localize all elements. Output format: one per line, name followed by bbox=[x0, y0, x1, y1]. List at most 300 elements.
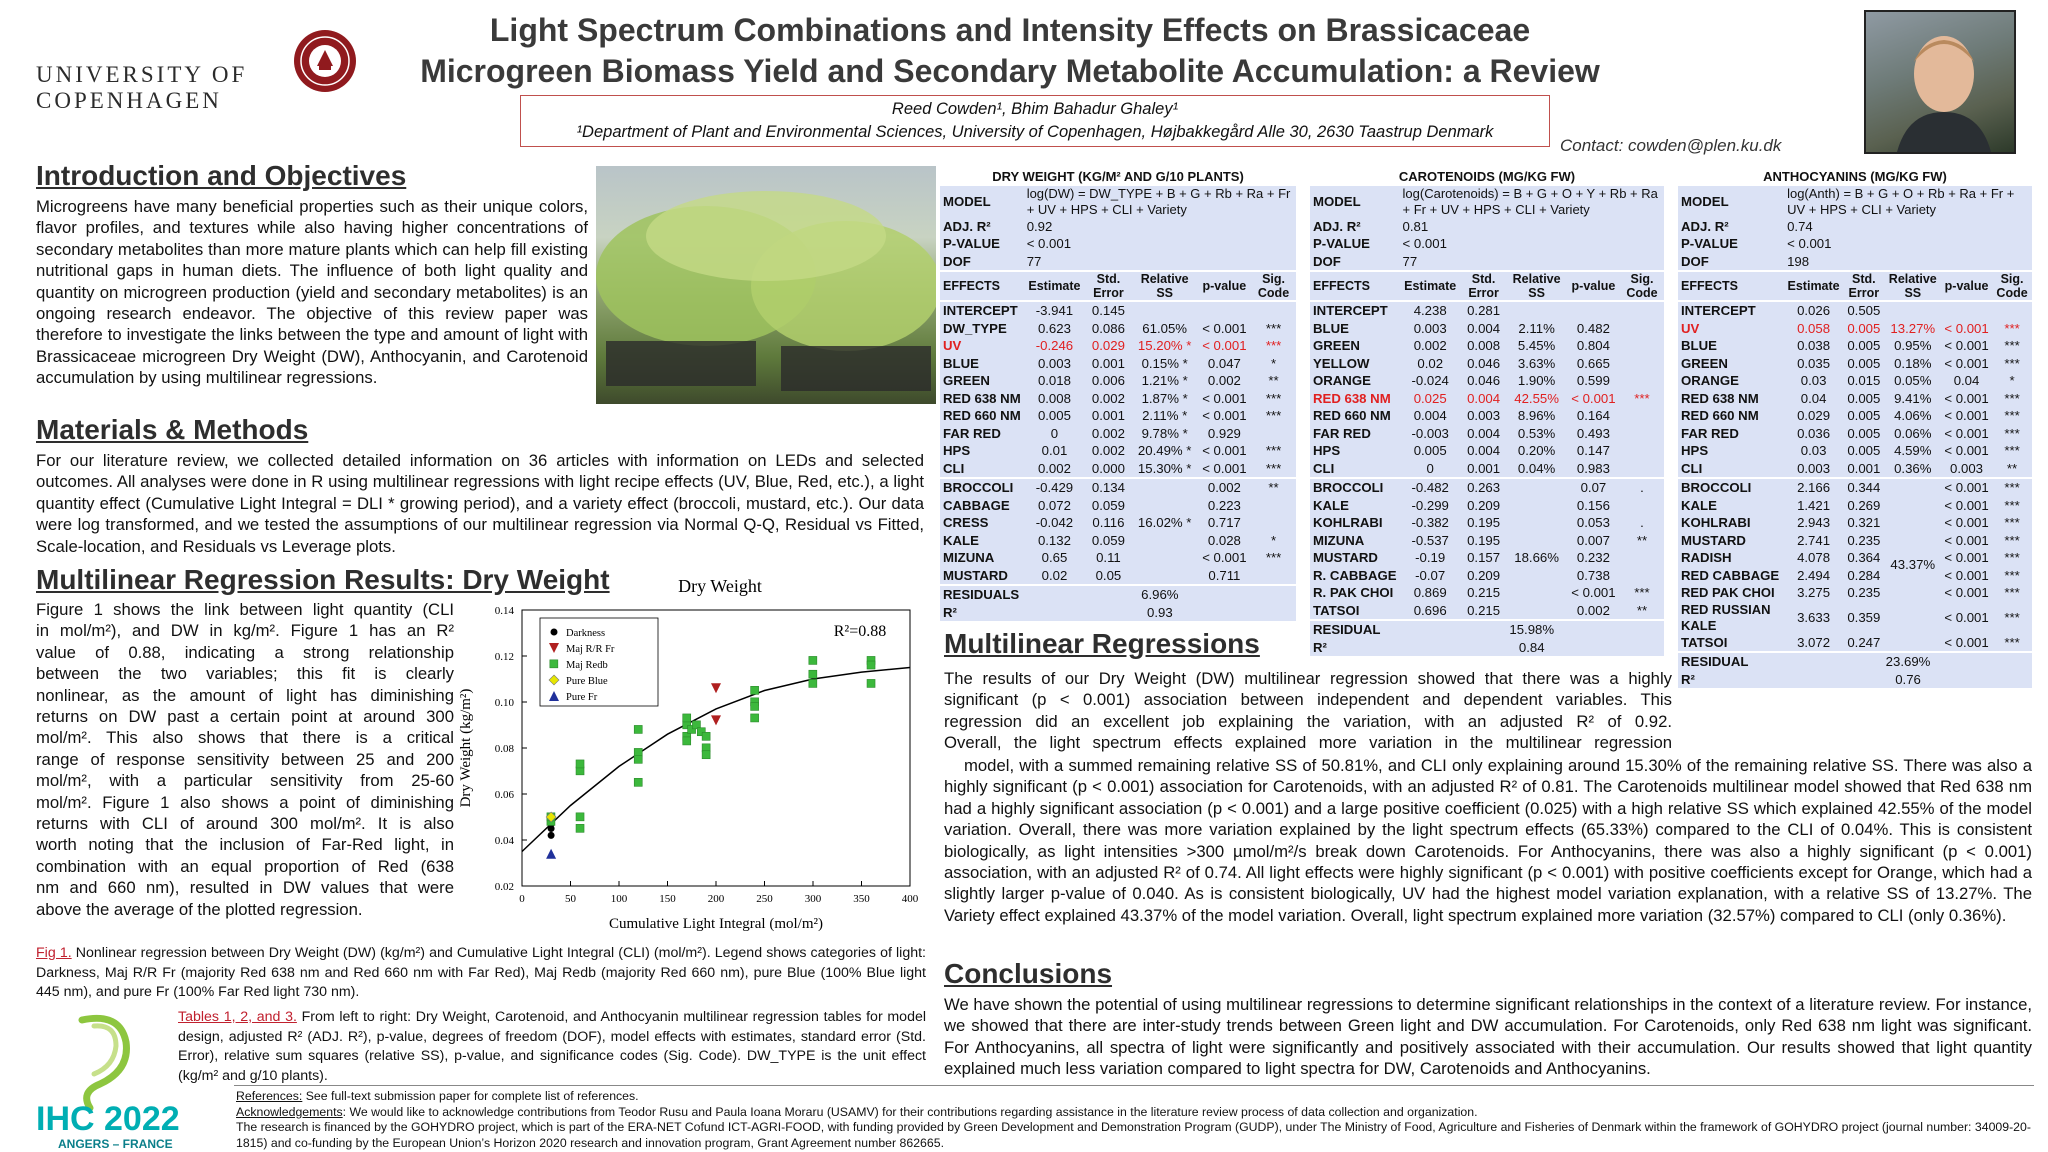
cell: 0.195 bbox=[1467, 515, 1501, 530]
cell: 0.002 bbox=[1091, 390, 1125, 406]
data-point bbox=[809, 670, 817, 678]
stat-label: ADJ. R² bbox=[1313, 218, 1361, 234]
stat-value: < 0.001 bbox=[1402, 236, 1447, 251]
cell: 0.002 bbox=[1413, 338, 1447, 353]
table-row bbox=[1310, 567, 1664, 585]
cell: 4.59% bbox=[1894, 443, 1932, 458]
col-header: EFFECTS bbox=[1678, 271, 1784, 301]
cell: 0.145 bbox=[1085, 301, 1131, 320]
residuals-label: RESIDUAL bbox=[1310, 620, 1400, 639]
cell: < 0.001 bbox=[1202, 338, 1247, 353]
x-tick-label: 150 bbox=[659, 893, 676, 905]
col-header: p-value bbox=[1941, 271, 1992, 301]
cell: 0.018 bbox=[1037, 373, 1071, 388]
cell: < 0.001 bbox=[1202, 390, 1247, 406]
cell: 0.005 bbox=[1847, 443, 1881, 458]
cell: 20.49% * bbox=[1137, 443, 1192, 458]
cell: *** bbox=[2004, 443, 2020, 458]
cell: 0.223 bbox=[1207, 497, 1241, 513]
cell: 0.005 bbox=[1847, 320, 1881, 336]
effect-name: GREEN bbox=[943, 373, 990, 388]
cell: *** bbox=[2004, 550, 2020, 565]
cell: 0.53% bbox=[1517, 425, 1556, 441]
table-body bbox=[940, 301, 1296, 585]
contact-email[interactable]: Contact: cowden@plen.ku.dk bbox=[1560, 136, 1782, 155]
col-header: Estimate bbox=[1024, 271, 1086, 301]
table-row bbox=[940, 301, 1296, 320]
ihc-logo bbox=[30, 1012, 190, 1152]
col-header: Std. Error bbox=[1843, 271, 1885, 301]
data-point bbox=[683, 714, 691, 722]
multilinear-text: model, with a summed remaining relative SS of 50.81%, and CLI only explaining around 15.30% of the remaining relative SS. There was also a highly significant (p < 0.001) association for Carotenoids, with an adjusted R² of 0.81. The Carotenoids multilinear model showed that Red 638 nm had a highly significant association (p < 0.001) and a large positive coefficient (0.025) with a high relative SS which explained 42.55% of the model variation. Overall, there was more variation explained by the light spectrum effects (65.33%) compared to the CLI of 0.04%. This is consistent biologically, as light intensities >300 µmol/m²/s break down Carotenoids. For Anthocyanins, there was also a highly significant (p < 0.001) association, with an adjusted R² of 0.74. All light effects were highly significant (p < 0.001) with positive coefficients except for Orange, which had a slightly larger p-value of 0.040. As is consistent biologically, UV had the highest model variation explanation, with a relative SS of 13.27%. The Variety effect explained 43.37% of the model variation. Overall, light spectrum explained more variation (32.57%) compared to CLI (only 0.36%). bbox=[944, 756, 2032, 925]
cell: 0.003 bbox=[1950, 460, 1984, 476]
cell: 0.047 bbox=[1207, 355, 1241, 371]
cell: 3.072 bbox=[1797, 634, 1831, 650]
table-row bbox=[1678, 460, 2032, 479]
cell: 0.717 bbox=[1207, 515, 1241, 530]
effect-name: KALE bbox=[943, 532, 979, 548]
cell: *** bbox=[2004, 634, 2020, 650]
cell: 15.20% * bbox=[1137, 338, 1192, 353]
cell: -0.537 bbox=[1411, 532, 1449, 548]
cell: < 0.001 bbox=[1202, 320, 1247, 336]
cell: 0.000 bbox=[1091, 460, 1125, 476]
results-line: returns on DW past a certain point at around 300 bbox=[36, 707, 454, 727]
x-axis-label: Cumulative Light Integral (mol/m²) bbox=[608, 916, 824, 932]
cell: 5.45% bbox=[1517, 338, 1556, 353]
cell: 3.275 bbox=[1797, 585, 1831, 600]
cell: 0.505 bbox=[1843, 301, 1885, 320]
cell: 0.003 bbox=[1037, 355, 1071, 371]
table-header-row bbox=[940, 271, 1296, 301]
cell: 0.232 bbox=[1576, 550, 1610, 565]
effect-name: KALE bbox=[1681, 497, 1717, 513]
col-header: Std. Error bbox=[1085, 271, 1131, 301]
cell bbox=[1941, 301, 1992, 320]
cell: *** bbox=[2004, 515, 2020, 530]
cell: 0.001 bbox=[1091, 408, 1125, 423]
effect-name: RED RUSSIAN KALE bbox=[1681, 601, 1771, 633]
r-squared-annotation: R²=0.88 bbox=[833, 623, 887, 640]
cell: -0.003 bbox=[1411, 425, 1449, 441]
microgreens-photo bbox=[596, 166, 936, 404]
cell: 0.002 bbox=[1576, 602, 1610, 618]
y-axis-label: Dry Weight (kg/m²) bbox=[458, 688, 474, 808]
cell: 0.215 bbox=[1467, 585, 1501, 600]
cell: 0.284 bbox=[1847, 567, 1881, 583]
effect-name: MUSTARD bbox=[943, 567, 1008, 583]
cell: 0.025 bbox=[1413, 390, 1447, 406]
x-tick-label: 250 bbox=[756, 893, 773, 905]
figure-caption-label: Fig 1. bbox=[36, 945, 72, 961]
data-point bbox=[751, 686, 759, 694]
cell: 0.029 bbox=[1091, 338, 1125, 353]
effect-name: UV bbox=[943, 338, 962, 353]
cell: *** bbox=[1265, 408, 1282, 423]
cell: -0.19 bbox=[1415, 550, 1446, 565]
cell: *** bbox=[2004, 567, 2020, 583]
cell: 0.026 bbox=[1784, 301, 1843, 320]
table-row bbox=[1310, 390, 1664, 408]
cell: 0.004 bbox=[1467, 443, 1501, 458]
dry-weight-table bbox=[940, 168, 1296, 621]
cell bbox=[1620, 301, 1664, 320]
effect-name: YELLOW bbox=[1313, 355, 1370, 371]
col-header: Estimate bbox=[1400, 271, 1461, 301]
table-row bbox=[1310, 532, 1664, 550]
authors-box bbox=[520, 95, 1550, 147]
cell bbox=[1132, 567, 1198, 586]
cell: *** bbox=[1265, 320, 1282, 336]
model-formula: log(DW) = DW_TYPE + B + G + Rb + Ra + Fr + UV + HPS + CLI + Variety bbox=[1026, 185, 1291, 217]
cell: 0.003 bbox=[1413, 320, 1447, 336]
effect-name: GREEN bbox=[1681, 355, 1728, 371]
cell: < 0.001 bbox=[1944, 532, 1989, 548]
cell: *** bbox=[2004, 320, 2020, 336]
cell: 2.11% * bbox=[1142, 408, 1188, 423]
acknowledgements-text: : We would like to acknowledge contributions from Teodor Rusu and Paula Ioana Moraru (USAMV) for their contributions regarding assistance in the literature review process of data collection and organization. bbox=[342, 1104, 1478, 1119]
table-row bbox=[940, 425, 1296, 443]
table-row bbox=[1678, 602, 2032, 634]
table-row bbox=[1678, 497, 2032, 515]
cell bbox=[1620, 337, 1664, 355]
stat-value: 77 bbox=[1026, 253, 1042, 269]
r2-value: 0.93 bbox=[1147, 604, 1173, 620]
table-row bbox=[1678, 425, 2032, 443]
effect-name: CLI bbox=[1681, 460, 1703, 476]
data-point bbox=[751, 714, 759, 722]
author-photo bbox=[1864, 10, 2016, 154]
results-line: mol/m². Figure 1 also shows a point of diminishing bbox=[36, 792, 454, 812]
table-row bbox=[1310, 320, 1664, 338]
cell: 0.008 bbox=[1037, 390, 1071, 406]
effect-name: RED CABBAGE bbox=[1681, 567, 1780, 583]
cell: < 0.001 bbox=[1944, 515, 1989, 530]
methods-text: For our literature review, we collected detailed information on 36 articles with information on LEDs and selected outcomes. All analyses were done in R using multilinear regressions with light recipe effects (UV, Blue, Red, etc.), a light quantity effect (Cumulative Light Integral = DLI * growing period), and a variety effect (broccoli, mustard, etc.). Our data were log transformed, and we tested the assumptions of our multilinear regression via Normal Q-Q, Residual vs Fitted, Scale-location, and Residuals vs Leverage plots. bbox=[36, 451, 924, 556]
cell: 18.66% bbox=[1514, 550, 1559, 565]
cell: *** bbox=[1265, 443, 1282, 458]
cell: 0.005 bbox=[1847, 355, 1881, 371]
effect-name: RED PAK CHOI bbox=[1681, 584, 1775, 600]
effect-name: MUSTARD bbox=[1681, 532, 1746, 548]
cell: 0.005 bbox=[1847, 408, 1881, 423]
table-row bbox=[1310, 478, 1664, 497]
table-row bbox=[940, 497, 1296, 515]
table-row bbox=[1678, 390, 2032, 408]
cell: 0.263 bbox=[1461, 478, 1507, 497]
multilinear-line: Overall, the light spectrum effects explained more variation in the multilinear regression bbox=[944, 733, 1672, 753]
results-line: nm and 660 nm), resulted in DW values that were bbox=[36, 878, 454, 898]
table-row bbox=[1678, 301, 2032, 320]
r2-value: 0.76 bbox=[1895, 671, 1921, 687]
cell: 0.195 bbox=[1467, 532, 1501, 548]
results-line: above the average of the plotted regression. bbox=[36, 899, 363, 919]
table-row bbox=[940, 514, 1296, 532]
table-row bbox=[940, 532, 1296, 550]
effect-name: KOHLRABI bbox=[1681, 515, 1751, 530]
cell: 0.65 bbox=[1041, 550, 1068, 565]
results-heading: Multilinear Regression Results: Dry Weight bbox=[36, 564, 610, 595]
cell: 0.235 bbox=[1847, 585, 1881, 600]
cell: 0.003 bbox=[1797, 460, 1831, 476]
table-row bbox=[1310, 602, 1664, 621]
cell: < 0.001 bbox=[1941, 478, 1992, 497]
x-tick-label: 350 bbox=[853, 893, 870, 905]
intro-text: Microgreens have many beneficial properties such as their unique colors, flavor profiles, and textures while also having higher concentrations of secondary metabolites than more mature plants which can help fill existing nutritional gaps in human diets. The influence of both light quality and quantity on microgreen production (yield and secondary metabolites) is an ongoing research endeavor. The objective of this review paper was therefore to investigate the links between the type and amount of light with Brassicaceae microgreen Dry Weight (DW), Anthocyanin, and Carotenoid accumulation by using multilinear regressions. bbox=[36, 197, 588, 388]
tables-caption-text: From left to right: Dry Weight, Carotenoid, and Anthocyanin multilinear regression tables for model design, adjusted R² (ADJ. R²), p-value, degrees of freedom (DOF), model effects with estimates, standard error (Std. Error), relative sum squares (relative SS), p-value, and significance codes (Sig. Code). DW_TYPE is the unit effect (kg/m² and g/10 plants). bbox=[178, 1009, 926, 1084]
results-line: mol/m². This also shows that there is a critical bbox=[36, 728, 454, 748]
data-point bbox=[634, 755, 642, 763]
cell: 3.633 bbox=[1797, 609, 1831, 625]
effect-name: HPS bbox=[943, 443, 971, 458]
cell: 0.36% bbox=[1894, 460, 1932, 476]
table-body bbox=[1678, 301, 2032, 652]
effect-name: CRESS bbox=[943, 515, 989, 530]
cell: 0.001 bbox=[1091, 355, 1125, 371]
table-row bbox=[1310, 584, 1664, 602]
cell: 0.005 bbox=[1847, 390, 1881, 406]
cell: 0.869 bbox=[1413, 585, 1447, 600]
cell bbox=[1198, 301, 1251, 320]
stat-label: ADJ. R² bbox=[1681, 218, 1729, 234]
title-line-1: Light Spectrum Combinations and Intensity Effects on Brassicaceae bbox=[489, 12, 1531, 48]
cell bbox=[1251, 425, 1296, 443]
cell: 0.003 bbox=[1467, 408, 1501, 423]
cell: 0.623 bbox=[1037, 320, 1071, 336]
cell: 0.004 bbox=[1467, 320, 1501, 336]
cell: *** bbox=[2004, 390, 2020, 406]
effect-name: ORANGE bbox=[1681, 373, 1739, 388]
data-point bbox=[576, 760, 584, 768]
cell: 15.30% * bbox=[1137, 460, 1192, 476]
effect-name: INTERCEPT bbox=[940, 301, 1024, 320]
university-logo bbox=[36, 62, 266, 122]
cell: *** bbox=[1265, 460, 1282, 476]
cell bbox=[1620, 372, 1664, 390]
university-name-line2: COPENHAGEN bbox=[36, 88, 222, 113]
cell bbox=[1620, 442, 1664, 460]
col-header: Relative SS bbox=[1506, 271, 1566, 301]
col-header: Sig. Code bbox=[1992, 271, 2032, 301]
model-label: MODEL bbox=[1313, 193, 1361, 209]
cell: 0.07 bbox=[1567, 478, 1620, 497]
cell bbox=[1506, 497, 1566, 515]
cell: 2.11% bbox=[1518, 320, 1555, 336]
r2-value: 0.84 bbox=[1518, 639, 1545, 655]
cell: ** bbox=[1636, 532, 1648, 548]
results-line: Figure 1 shows the link between light quantity (CLI bbox=[36, 600, 454, 619]
model-formula: log(Carotenoids) = B + G + O + Y + Rb + Ra + Fr + UV + HPS + CLI + Variety bbox=[1402, 185, 1658, 217]
effect-name: R. PAK CHOI bbox=[1313, 585, 1394, 600]
cell: < 0.001 bbox=[1202, 408, 1247, 423]
cell: 0.711 bbox=[1208, 567, 1241, 583]
effect-name: BLUE bbox=[1313, 320, 1349, 336]
cell: 0.164 bbox=[1576, 408, 1610, 423]
table-row bbox=[1310, 301, 1664, 320]
cell: 0.059 bbox=[1091, 497, 1125, 513]
cell: 0.929 bbox=[1207, 425, 1241, 441]
effect-name: KALE bbox=[1313, 497, 1349, 513]
cell: -0.382 bbox=[1411, 515, 1449, 530]
cell bbox=[1620, 567, 1664, 585]
stat-value: 198 bbox=[1787, 253, 1810, 269]
effect-name: BROCCOLI bbox=[940, 478, 1024, 497]
table-row bbox=[940, 549, 1296, 567]
data-point bbox=[809, 656, 817, 664]
stat-value: < 0.001 bbox=[1026, 236, 1072, 251]
legend-label: Pure Fr bbox=[566, 692, 598, 703]
table-row bbox=[1678, 634, 2032, 653]
affiliation: ¹Department of Plant and Environmental Sciences, University of Copenhagen, Højbakkegård Alle 30, 2630 Taastrup Denmark bbox=[576, 123, 1494, 141]
results-text bbox=[36, 599, 454, 920]
residuals-value: 15.98% bbox=[1400, 620, 1664, 639]
cell bbox=[1620, 549, 1664, 567]
stat-value: < 0.001 bbox=[1787, 236, 1832, 251]
cell: < 0.001 bbox=[1944, 609, 1989, 625]
chart-svg bbox=[440, 570, 925, 940]
effect-name: RED 660 NM bbox=[1681, 408, 1759, 423]
effect-name: CLI bbox=[1313, 460, 1335, 476]
data-point bbox=[711, 683, 721, 693]
r2-label: R² bbox=[1681, 671, 1695, 687]
cell: 0.04 bbox=[1953, 373, 1980, 388]
cell: 0.269 bbox=[1847, 497, 1881, 513]
cell: 0.147 bbox=[1576, 443, 1610, 458]
cell: 1.421 bbox=[1797, 497, 1831, 513]
cell: . bbox=[1640, 515, 1644, 530]
cell: 0 bbox=[1050, 425, 1059, 441]
cell bbox=[1251, 567, 1296, 586]
cell: -0.07 bbox=[1415, 567, 1446, 583]
cell bbox=[1506, 301, 1566, 320]
cell: 0.599 bbox=[1576, 373, 1610, 388]
anthocyanins-table bbox=[1678, 168, 2032, 688]
col-header: p-value bbox=[1567, 271, 1620, 301]
tables-caption-label: Tables 1, 2, and 3. bbox=[178, 1009, 297, 1025]
table-header-row bbox=[1678, 271, 2032, 301]
cell: 0.493 bbox=[1576, 425, 1610, 441]
cell: -3.941 bbox=[1024, 301, 1086, 320]
cell: *** bbox=[1992, 478, 2032, 497]
cell: 0.02 bbox=[1417, 355, 1444, 371]
table-row bbox=[1310, 549, 1664, 567]
cell: 0.007 bbox=[1576, 532, 1610, 548]
table-row bbox=[1678, 442, 2032, 460]
ihc-place: ANGERS – FRANCE bbox=[58, 1137, 173, 1151]
effect-name: CLI bbox=[943, 460, 965, 476]
cell: 0.072 bbox=[1037, 497, 1071, 513]
cell: 0.95% bbox=[1894, 338, 1932, 353]
table-row bbox=[940, 337, 1296, 355]
stat-label: P-VALUE bbox=[943, 236, 1000, 251]
table-header-row bbox=[1310, 271, 1664, 301]
data-point bbox=[634, 725, 642, 733]
conclusions-heading: Conclusions bbox=[944, 958, 1113, 989]
table-row bbox=[1678, 514, 2032, 532]
effect-name: FAR RED bbox=[1681, 425, 1739, 441]
cell: < 0.001 bbox=[1944, 338, 1989, 353]
table-row bbox=[1310, 425, 1664, 443]
cell: < 0.001 bbox=[1571, 390, 1616, 406]
cell: 0.046 bbox=[1467, 355, 1501, 371]
y-tick-label: 0.08 bbox=[494, 743, 514, 755]
cell: *** bbox=[2004, 585, 2020, 600]
multilinear-text-narrow bbox=[944, 668, 1672, 754]
cell bbox=[1567, 301, 1620, 320]
table-title: ANTHOCYANINS (MG/KG FW) bbox=[1678, 168, 2032, 186]
cell: 0.157 bbox=[1467, 550, 1501, 565]
cell: ** bbox=[1268, 373, 1279, 388]
col-header: Estimate bbox=[1784, 271, 1843, 301]
stat-value: 0.92 bbox=[1026, 218, 1053, 234]
table-row bbox=[1678, 478, 2032, 497]
cell: 4.078 bbox=[1797, 550, 1831, 565]
cell: 0.03 bbox=[1800, 373, 1827, 388]
references-line bbox=[236, 1089, 2036, 1105]
university-name-line1: UNIVERSITY OF bbox=[36, 62, 248, 87]
references-text: See full-text submission paper for complete list of references. bbox=[302, 1089, 639, 1103]
effect-name: DW_TYPE bbox=[943, 320, 1007, 336]
cell: 0.134 bbox=[1085, 478, 1131, 497]
cell: 0.321 bbox=[1847, 515, 1881, 530]
multilinear-heading: Multilinear Regressions bbox=[944, 628, 1260, 659]
cell: < 0.001 bbox=[1944, 355, 1989, 371]
effect-name: RED 638 NM bbox=[1681, 390, 1759, 406]
cell: < 0.001 bbox=[1944, 425, 1989, 441]
model-label: MODEL bbox=[1681, 193, 1729, 209]
x-axis bbox=[519, 881, 919, 905]
y-tick-label: 0.12 bbox=[494, 651, 514, 663]
cell: 0.156 bbox=[1576, 497, 1610, 513]
cell: 2.166 bbox=[1784, 478, 1843, 497]
cell: *** bbox=[2004, 497, 2020, 513]
cell: 0.035 bbox=[1797, 355, 1831, 371]
cell: 0.11 bbox=[1096, 550, 1121, 565]
col-header: EFFECTS bbox=[1310, 271, 1400, 301]
data-point bbox=[576, 813, 584, 821]
effect-name: CABBAGE bbox=[943, 497, 1010, 513]
cell: 0.036 bbox=[1797, 425, 1831, 441]
table-row bbox=[1310, 460, 1664, 479]
footer-divider bbox=[234, 1085, 2034, 1086]
cell: 1.87% * bbox=[1141, 390, 1188, 406]
x-tick-label: 300 bbox=[804, 893, 822, 905]
data-point bbox=[634, 778, 642, 786]
cell: *** bbox=[1265, 338, 1282, 353]
table-row bbox=[940, 442, 1296, 460]
effect-name: MUSTARD bbox=[1313, 550, 1378, 565]
data-point bbox=[867, 661, 875, 669]
results-line: value of 0.88, indicating a strong relationship bbox=[36, 642, 454, 662]
cell: *** bbox=[1634, 390, 1650, 406]
cell bbox=[1992, 301, 2032, 320]
cell: 0.004 bbox=[1467, 390, 1501, 406]
cell: -0.246 bbox=[1035, 338, 1074, 353]
legend-label: Maj Redb bbox=[566, 660, 608, 671]
col-header: Relative SS bbox=[1132, 271, 1198, 301]
table-row bbox=[940, 407, 1296, 425]
effect-name: INTERCEPT bbox=[1678, 301, 1784, 320]
figure-caption bbox=[36, 944, 926, 1003]
effect-name: RED 660 NM bbox=[943, 408, 1021, 423]
cell: 0.15% * bbox=[1141, 355, 1188, 371]
multilinear-line: The results of our Dry Weight (DW) multilinear regression showed that there was a highly bbox=[944, 669, 1672, 688]
cell bbox=[1620, 407, 1664, 425]
y-tick-label: 0.02 bbox=[494, 881, 514, 893]
effect-name: BROCCOLI bbox=[1310, 478, 1400, 497]
cell: *** bbox=[2004, 425, 2020, 441]
cell: 0.002 bbox=[1207, 373, 1241, 388]
